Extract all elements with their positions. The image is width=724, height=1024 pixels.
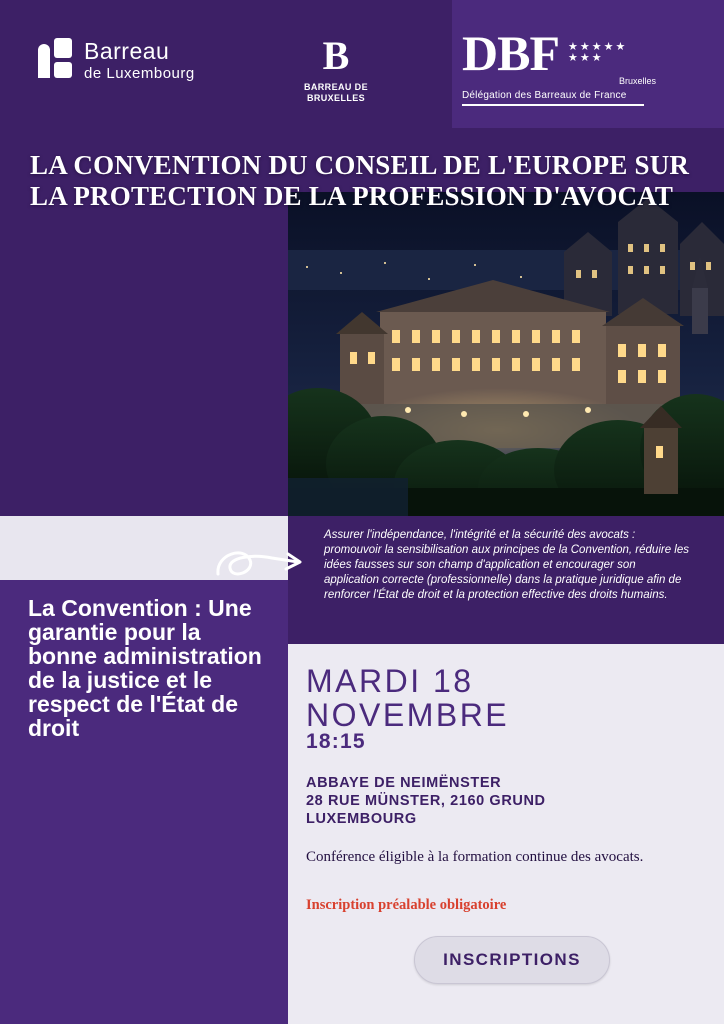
logo-dbf-rule [462, 104, 644, 106]
barreau-luxembourg-mark-icon [38, 38, 72, 78]
event-note: Conférence éligible à la formation continue des avocats. [306, 849, 644, 865]
logo-luxembourg-line1: Barreau [84, 38, 170, 64]
logo-bruxelles-line1: BARREAU DE [303, 82, 368, 92]
registration-required-note: Inscription préalable obligatoire [306, 897, 507, 913]
event-date: MARDI 18 NOVEMBRE [306, 663, 510, 733]
arrow-doodle-icon [210, 540, 310, 590]
logo-dbf-subtitle: Délégation des Barreaux de France [462, 90, 627, 101]
intro-paragraph: Assurer l'indépendance, l'intégrité et la sécurité des avocats : promouvoir la sensibilisation aux principes de la Convention, réduire les idées fausses sur son champ d'application et encourager son application correcte (professionnelle) dans la pratique juridique afin de renforcer l'État de droit et la protection effective des droits humains. [324, 529, 690, 601]
venue-line-1: ABBAYE DE NEIMËNSTER [306, 775, 502, 791]
logo-luxembourg-line2: de Luxembourg [84, 65, 195, 82]
venue-line-2: 28 RUE MÜNSTER, 2160 GRUND [306, 793, 546, 809]
logo-dbf [462, 25, 662, 106]
logo-row [0, 0, 724, 128]
event-time: 18:15 [306, 730, 366, 753]
logo-barreau-luxembourg [38, 38, 195, 84]
event-venue [306, 774, 686, 828]
logo-bruxelles-line2: BRUXELLES [306, 93, 366, 103]
hero-photo [288, 192, 724, 516]
logo-dbf-city: Bruxelles [618, 76, 656, 86]
logo-dbf-letters: DBF [462, 25, 559, 81]
barreau-bruxelles-b-icon: B [322, 33, 350, 78]
inscriptions-button[interactable]: INSCRIPTIONS [414, 936, 610, 984]
left-headline: La Convention : Une garantie pour la bonne administration de la justice et le respect de l'État de droit [28, 595, 262, 741]
logo-barreau-bruxelles [296, 33, 376, 104]
poster-title: LA CONVENTION DU CONSEIL DE L'EUROPE SUR LA PROTECTION DE LA PROFESSION D'AVOCAT [30, 150, 690, 211]
venue-line-3: LUXEMBOURG [306, 811, 417, 827]
eu-stars-icon: ★ ★ ★ ★ ★ ★ ★ ★ [568, 41, 626, 64]
